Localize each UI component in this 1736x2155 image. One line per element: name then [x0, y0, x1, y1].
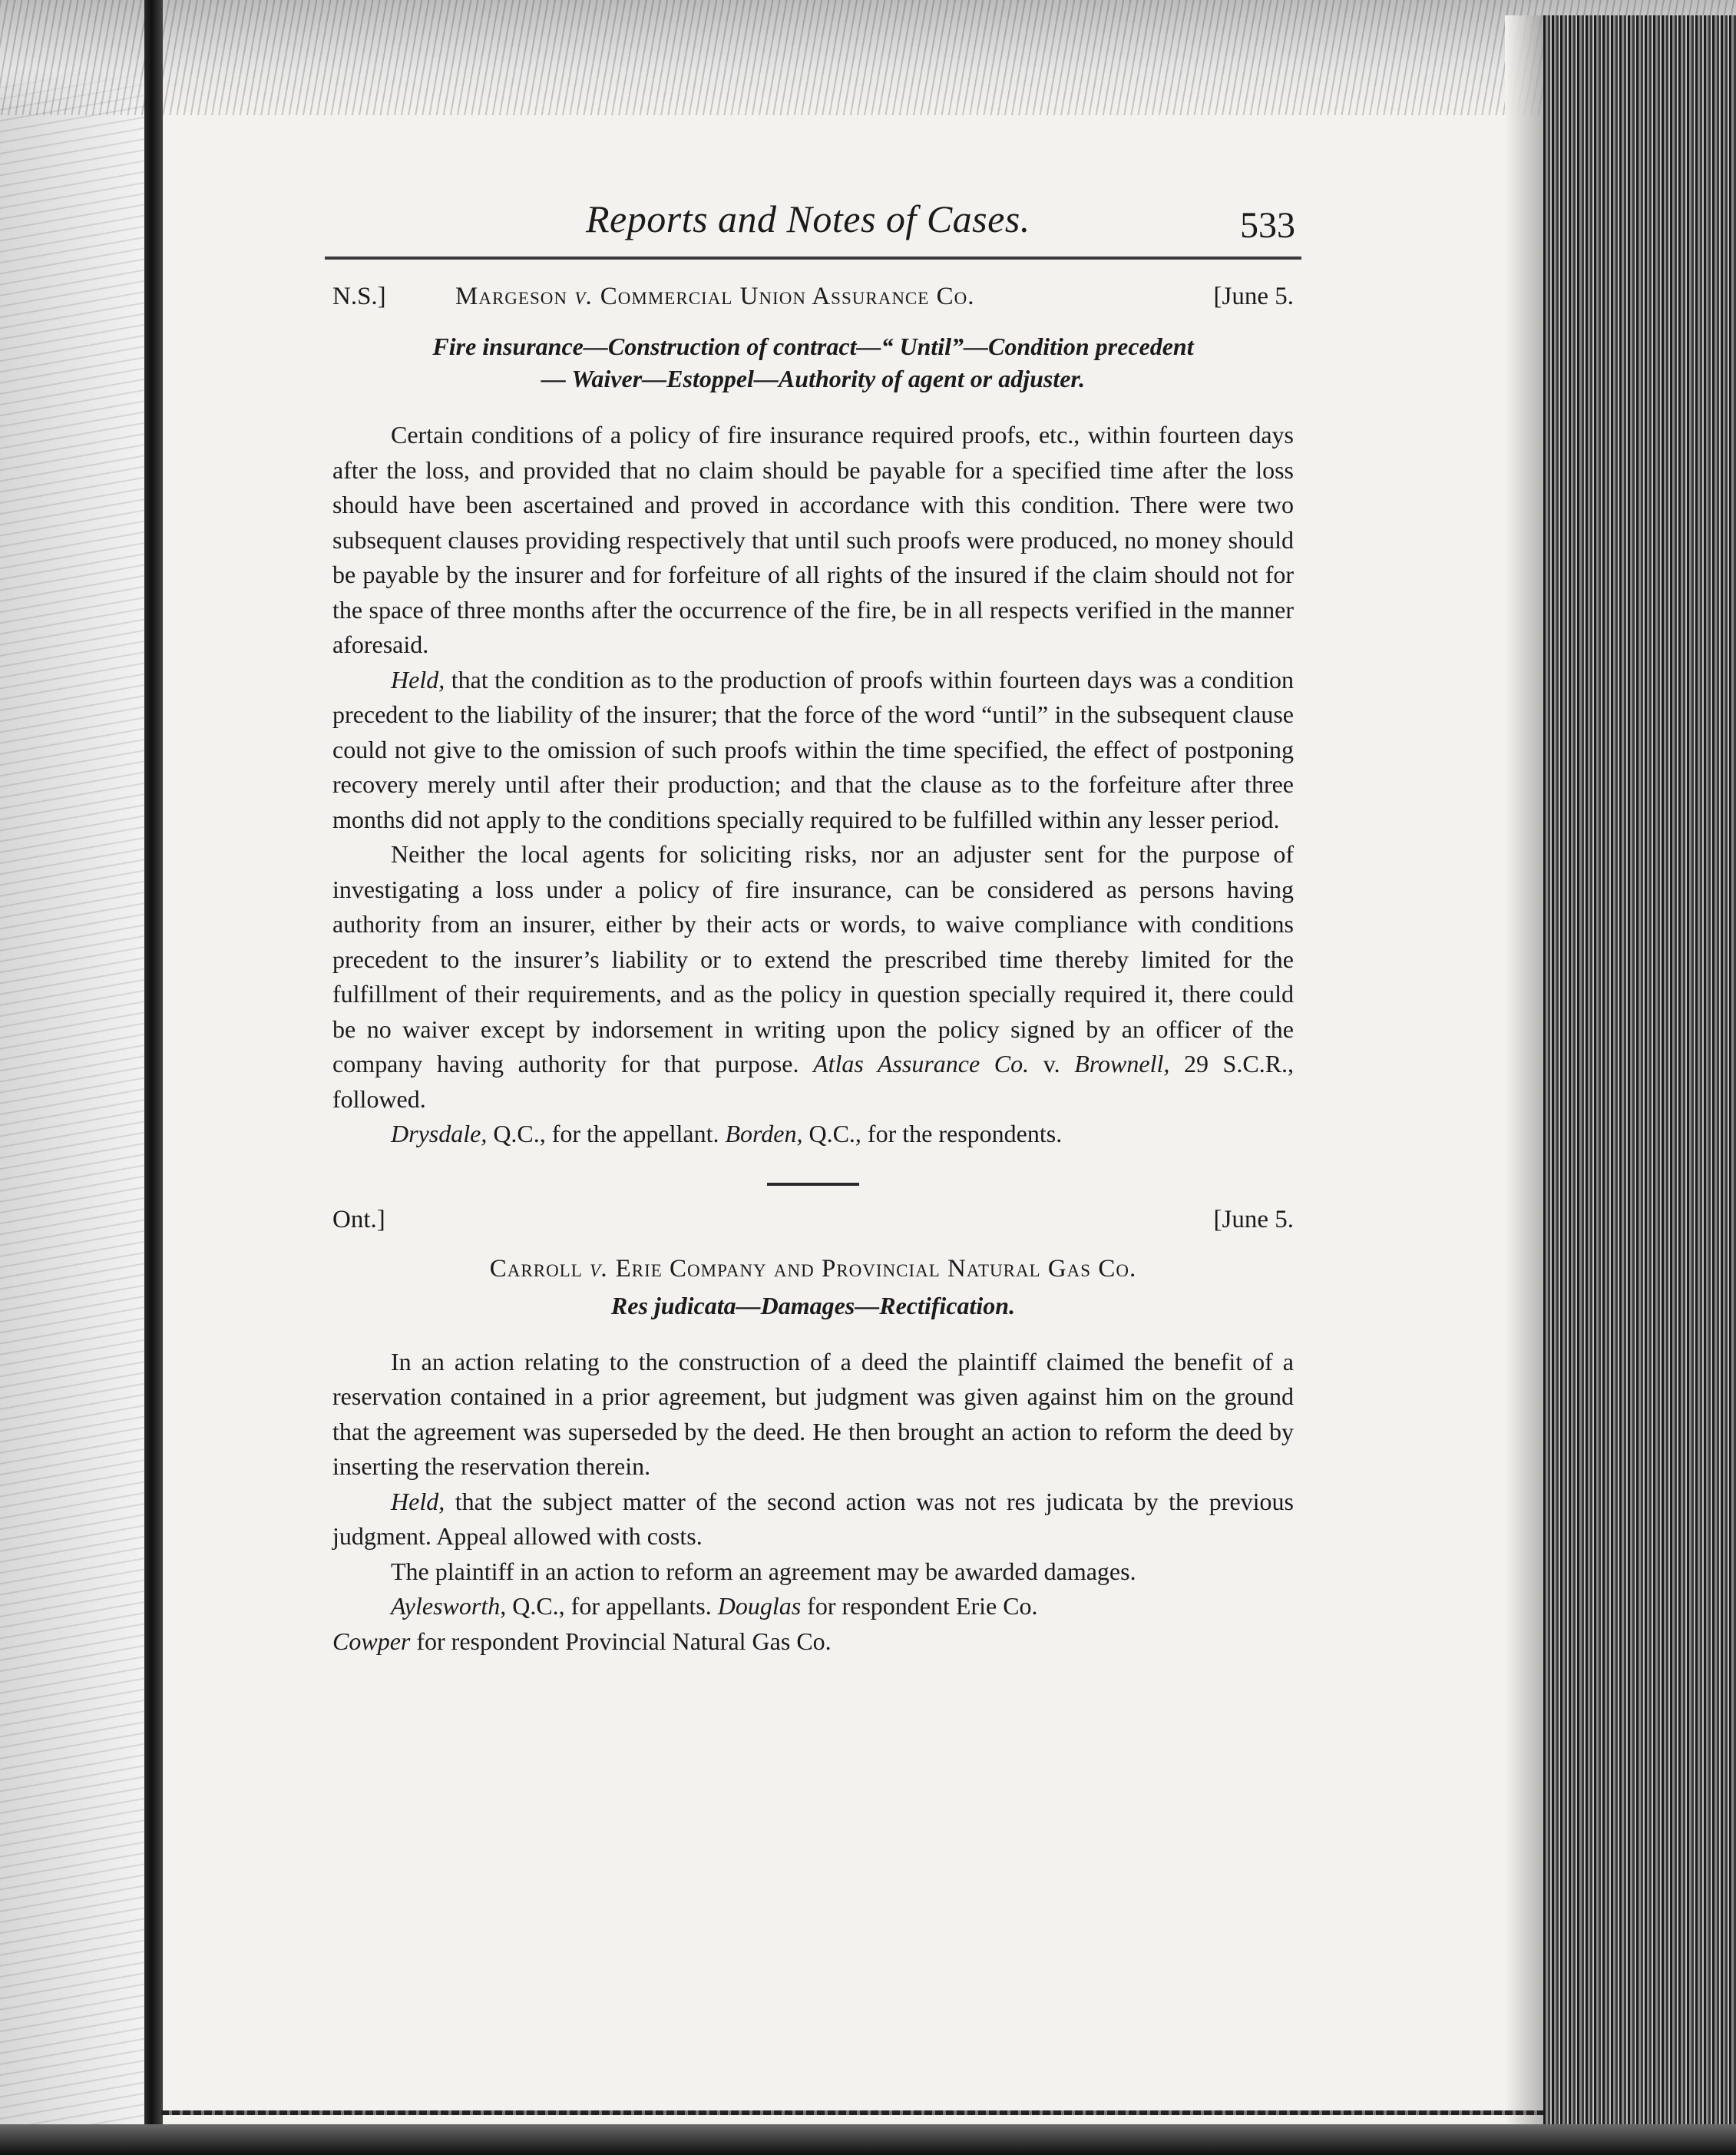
case2-counsel-b-name: Douglas [717, 1592, 802, 1620]
case2-paragraph-3: The plaintiff in an action to reform an agreement may be awarded damages. [391, 1557, 1136, 1585]
case1-citation-case-b: Brownell, [1074, 1050, 1170, 1078]
case2-headnote: Res judicata—Damages—Rectification. [610, 1291, 1016, 1319]
case1-headnote-line2: — Waiver—Estoppel—Authority of agent or adjuster. [541, 365, 1086, 392]
case1-citation-rest: 29 S.C.R., followed. [332, 1050, 1295, 1113]
case1-versus: v. [574, 283, 594, 310]
case2-counsel-a-role: Q.C., for appellants. [506, 1592, 718, 1620]
case1-counsel-a-role: Q.C., for the appellant. [487, 1120, 726, 1147]
case1-counsel [332, 1117, 1294, 1152]
case2-held-text: that the subject matter of the second action was not res judicata by the previous judgment. Appeal allowed with costs. [332, 1487, 1294, 1550]
case1-paragraph-2 [332, 663, 1294, 838]
case1-counsel-b-role: Q.C., for the respondents. [802, 1120, 1063, 1147]
page-body [332, 177, 1294, 1659]
case2-name [332, 1255, 1294, 1283]
case1-held-label: Held, [391, 665, 445, 694]
case2-date: [June 5. [1213, 1205, 1294, 1233]
case1-headnote [332, 330, 1294, 395]
case2-versus: v. [590, 1254, 609, 1283]
case2-counsel-b-role: for respondent Erie Co. [801, 1592, 1038, 1620]
case1-party-a: Margeson [455, 283, 567, 310]
case2-court-line [332, 1206, 1294, 1249]
case-separator [767, 1183, 859, 1186]
running-head [332, 177, 1294, 261]
header-rule [325, 257, 1301, 260]
case2-held-label: Held, [391, 1487, 445, 1515]
case2-counsel-c-name: Cowper [332, 1627, 411, 1655]
case1-party-b: Commercial Union Assurance Co. [600, 283, 975, 310]
case2-party-a: Carroll [489, 1254, 583, 1283]
case1-headnote-line1: Fire insurance—Construction of contract—“ Until”—Condition precedent [432, 333, 1194, 360]
case1-paragraph-3 [332, 837, 1294, 1117]
scan-bottom-shadow [0, 2124, 1736, 2155]
case1-held-text: that the condition as to the production of proofs within fourteen days was a condition precedent to the liability of the insurer; that the force of the word “until” in the subsequent clause could not give to the omission of such proofs within the time specified, the effect of postponing recovery merely until after their production; and that the clause as to the forfeiture after three months did not apply to the conditions specially required to be fulfilled within any lesser period. [332, 665, 1294, 833]
case2-party-b: Erie Company and Provincial Natural Gas Co. [615, 1254, 1137, 1283]
case1-citation-case-a: Atlas Assurance Co. [813, 1050, 1030, 1078]
scan-page-edges [1543, 15, 1736, 2155]
page-number: 533 [1240, 205, 1295, 246]
scan-top-shadow [0, 0, 1736, 115]
scan-bottom-rule [161, 2110, 1543, 2115]
case1-citation-v: v. [1029, 1050, 1075, 1078]
running-title: Reports and Notes of Cases. [586, 197, 1030, 240]
case1-counsel-b-name: Borden, [725, 1120, 803, 1147]
case2-paragraph-1: In an action relating to the construction of a deed the plaintiff claimed the benefit of a reservation contained in a prior agreement, but judgment was given against him on the ground that the agreement was superseded by the deed. He then brought an action to reform the deed by inserting the reservation therein. [332, 1347, 1294, 1480]
case1-counsel-a-name: Drysdale, [391, 1120, 488, 1147]
case2-counsel-c-role: for respondent Provincial Natural Gas Co. [410, 1627, 832, 1655]
case2-paragraph-2 [332, 1485, 1294, 1554]
case1-court: N.S.] [332, 283, 386, 310]
scan-binding-shadow [144, 0, 163, 2155]
case2-court: Ont.] [332, 1205, 385, 1233]
case2-counsel-1 [332, 1589, 1294, 1624]
case2-counsel-a-name: Aylesworth, [391, 1592, 507, 1620]
case1-date: [June 5. [1213, 283, 1294, 310]
case2-counsel-2 [332, 1624, 1294, 1660]
case1-name [455, 283, 974, 311]
case1-title-line [332, 283, 1294, 326]
scan-left-edge [0, 0, 144, 2155]
case1-paragraph-1: Certain conditions of a policy of fire insurance required proofs, etc., within fourteen days after the loss, and provided that no claim should be payable for a specified time after the loss should have been ascertained and proved in accordance with this condition. There were two subsequent clauses providing respectively that until such proofs were produced, no money should be payable by the insurer and for forfeiture of all rights of the insured if the claim should not for the space of three months after the occurrence of the fire, be in all respects verified in the manner aforesaid. [332, 421, 1294, 658]
case1-paragraph-3-text: Neither the local agents for soliciting risks, nor an adjuster sent for the purpose of investigating a loss under a policy of fire insurance, can be considered as persons having authority from an insurer, either by their acts or words, to waive compliance with conditions precedent to the insurer’s liability or to extend the prescribed time thereby limited for the fulfillment of their requirements, and as the policy in question specially required it, there could be no waiver except by indorsement in writing upon the policy signed by an officer of the company having authority for that purpose. [332, 840, 1294, 1078]
